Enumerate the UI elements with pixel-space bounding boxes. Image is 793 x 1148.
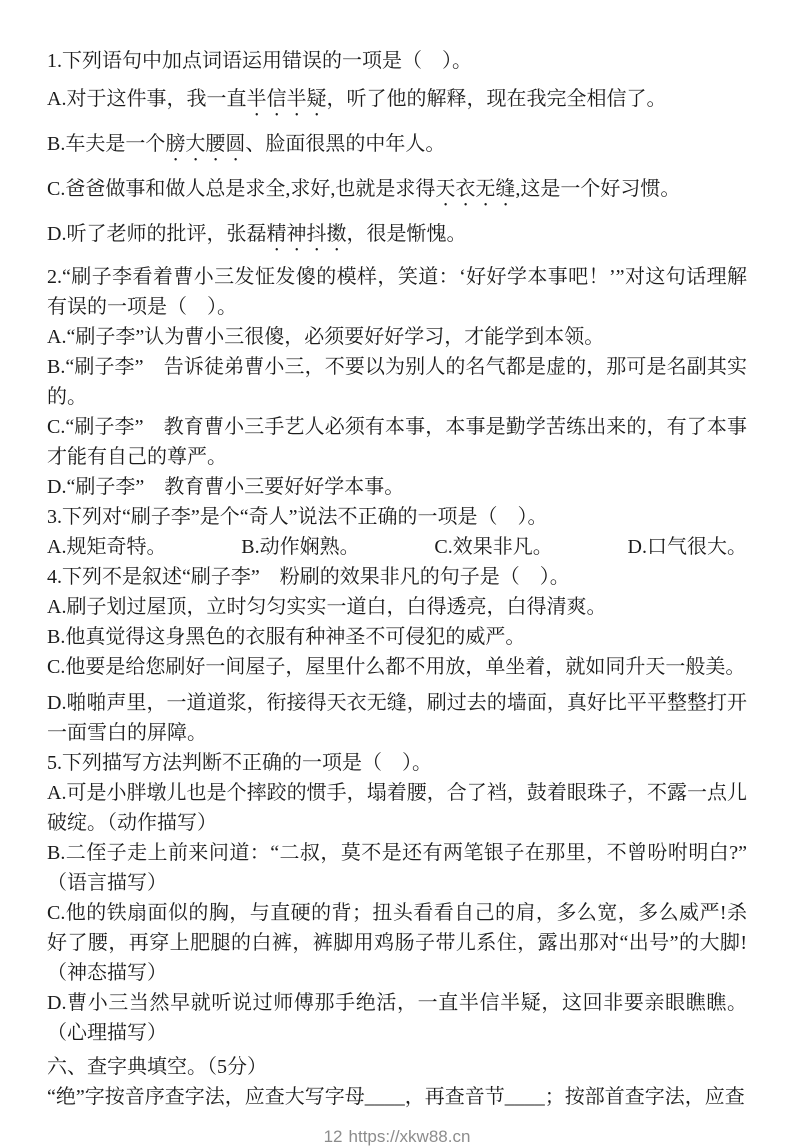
question-5-option-d: D.曹小三当然早就听说过师傅那手绝活，一直半信半疑，这回非要亲眼瞧瞧。（心理描写） (47, 992, 747, 1044)
question-3-option-b: B.动作娴熟。 (241, 536, 360, 558)
question-4-option-d: D.啪啪声里，一道道浆，衔接得天衣无缝，刷过去的墙面，真好比平平整整打开一面雪白的屏障。 (47, 692, 747, 744)
dictionary-fill-line (47, 1082, 747, 1112)
line-text: ；按部首查字法，应查 (544, 1086, 745, 1108)
blank-underscore: ____ (364, 1086, 405, 1108)
question-2-option-a: A.“刷子李”认为曹小三很傻，必须要好好学习，才能学到本领。 (47, 326, 605, 348)
blank-underscore: ____ (504, 1086, 545, 1108)
option-text: C.爸爸做事和做人总是求全,求好,也就是求得 (47, 178, 436, 200)
question-5-option-b: B.二侄子走上前来问道：“二叔，莫不是还有两笔银子在那里，不曾吩咐明白?”（语言描写） (47, 842, 747, 894)
option-text: B.车夫是一个 (47, 133, 166, 155)
option-text: 、脸面很黑的中年人。 (245, 133, 446, 155)
footer-url: https://xkw88.cn (348, 1127, 471, 1146)
question-5-option-c: C.他的铁扇面似的胸，与直硬的背；扭头看看自己的肩，多么宽，多么威严!杀好了腰，再穿上肥腿的白裤，裤脚用鸡肠子带儿系住，露出那对“出号”的大脚!（神态描写） (47, 902, 747, 984)
question-1-option-b (47, 129, 747, 166)
question-2-option-d: D.“刷子李” 教育曹小三要好好学本事。 (47, 476, 405, 498)
question-1-option-d (47, 219, 747, 256)
option-text: D.听了老师的批评，张磊 (47, 223, 267, 245)
question-5-title: 5.下列描写方法判断不正确的一项是（ ）。 (47, 752, 432, 774)
page-footer (47, 1126, 747, 1148)
emphasized-word: 半信半疑 (246, 88, 327, 110)
question-1-title: 1.下列语句中加点词语运用错误的一项是（ ）。 (47, 50, 472, 72)
question-5-option-a: A.可是小胖墩儿也是个摔跤的惯手，塌着腰，合了裆，鼓着眼珠子，不露一点儿破绽。（动作描写） (47, 782, 747, 834)
emphasized-word: 天衣无缝 (435, 178, 516, 200)
option-text: A.对于这件事，我一直 (47, 88, 247, 110)
question-2-option-b: B.“刷子李” 告诉徒弟曹小三，不要以为别人的名气都是虚的，那可是名副其实的。 (47, 356, 747, 408)
option-text: ,这是一个好习惯。 (515, 178, 681, 200)
question-3-option-a: A.规矩奇特。 (47, 536, 167, 558)
option-text: ，很是惭愧。 (346, 223, 467, 245)
question-2 (47, 262, 747, 502)
question-2-title: 2.“刷子李看着曹小三发怔发傻的模样，笑道：‘好好学本事吧！’”对这句话理解有误的一项是（ ）。 (47, 266, 747, 318)
question-2-option-c: C.“刷子李” 教育曹小三手艺人必须有本事，本事是勤学苦练出来的，有了本事才能有自己的尊严。 (47, 416, 747, 468)
option-text: ，听了他的解释，现在我完全相信了。 (326, 88, 667, 110)
emphasized-word: 膀大腰圆 (165, 133, 246, 155)
question-3-options-row (47, 532, 747, 562)
line-text: ，再查音节 (404, 1086, 505, 1108)
question-4-title: 4.下列不是叙述“刷子李” 粉刷的效果非凡的句子是（ ）。 (47, 566, 570, 588)
question-3-option-c: C.效果非凡。 (434, 536, 553, 558)
question-4-option-a: A.刷子划过屋顶，立时匀匀实实一道白，白得透亮，白得清爽。 (47, 596, 607, 618)
question-1-option-c (47, 174, 747, 211)
question-1-option-a (47, 84, 747, 121)
question-4-option-b: B.他真觉得这身黑色的衣服有种神圣不可侵犯的威严。 (47, 626, 526, 648)
page-number: 12 (323, 1127, 343, 1146)
question-4-option-c: C.他要是给您刷好一间屋子，屋里什么都不用放，单坐着，就如同升天一般美。 (47, 656, 746, 678)
emphasized-word: 精神抖擞 (266, 223, 347, 245)
section-6-title: 六、查字典填空。（5分） (47, 1056, 267, 1078)
question-3-title: 3.下列对“刷子李”是个“奇人”说法不正确的一项是（ ）。 (47, 506, 548, 528)
line-text: “绝”字按音序查字法，应查大写字母 (47, 1086, 365, 1108)
question-3-option-d: D.口气很大。 (627, 536, 747, 558)
